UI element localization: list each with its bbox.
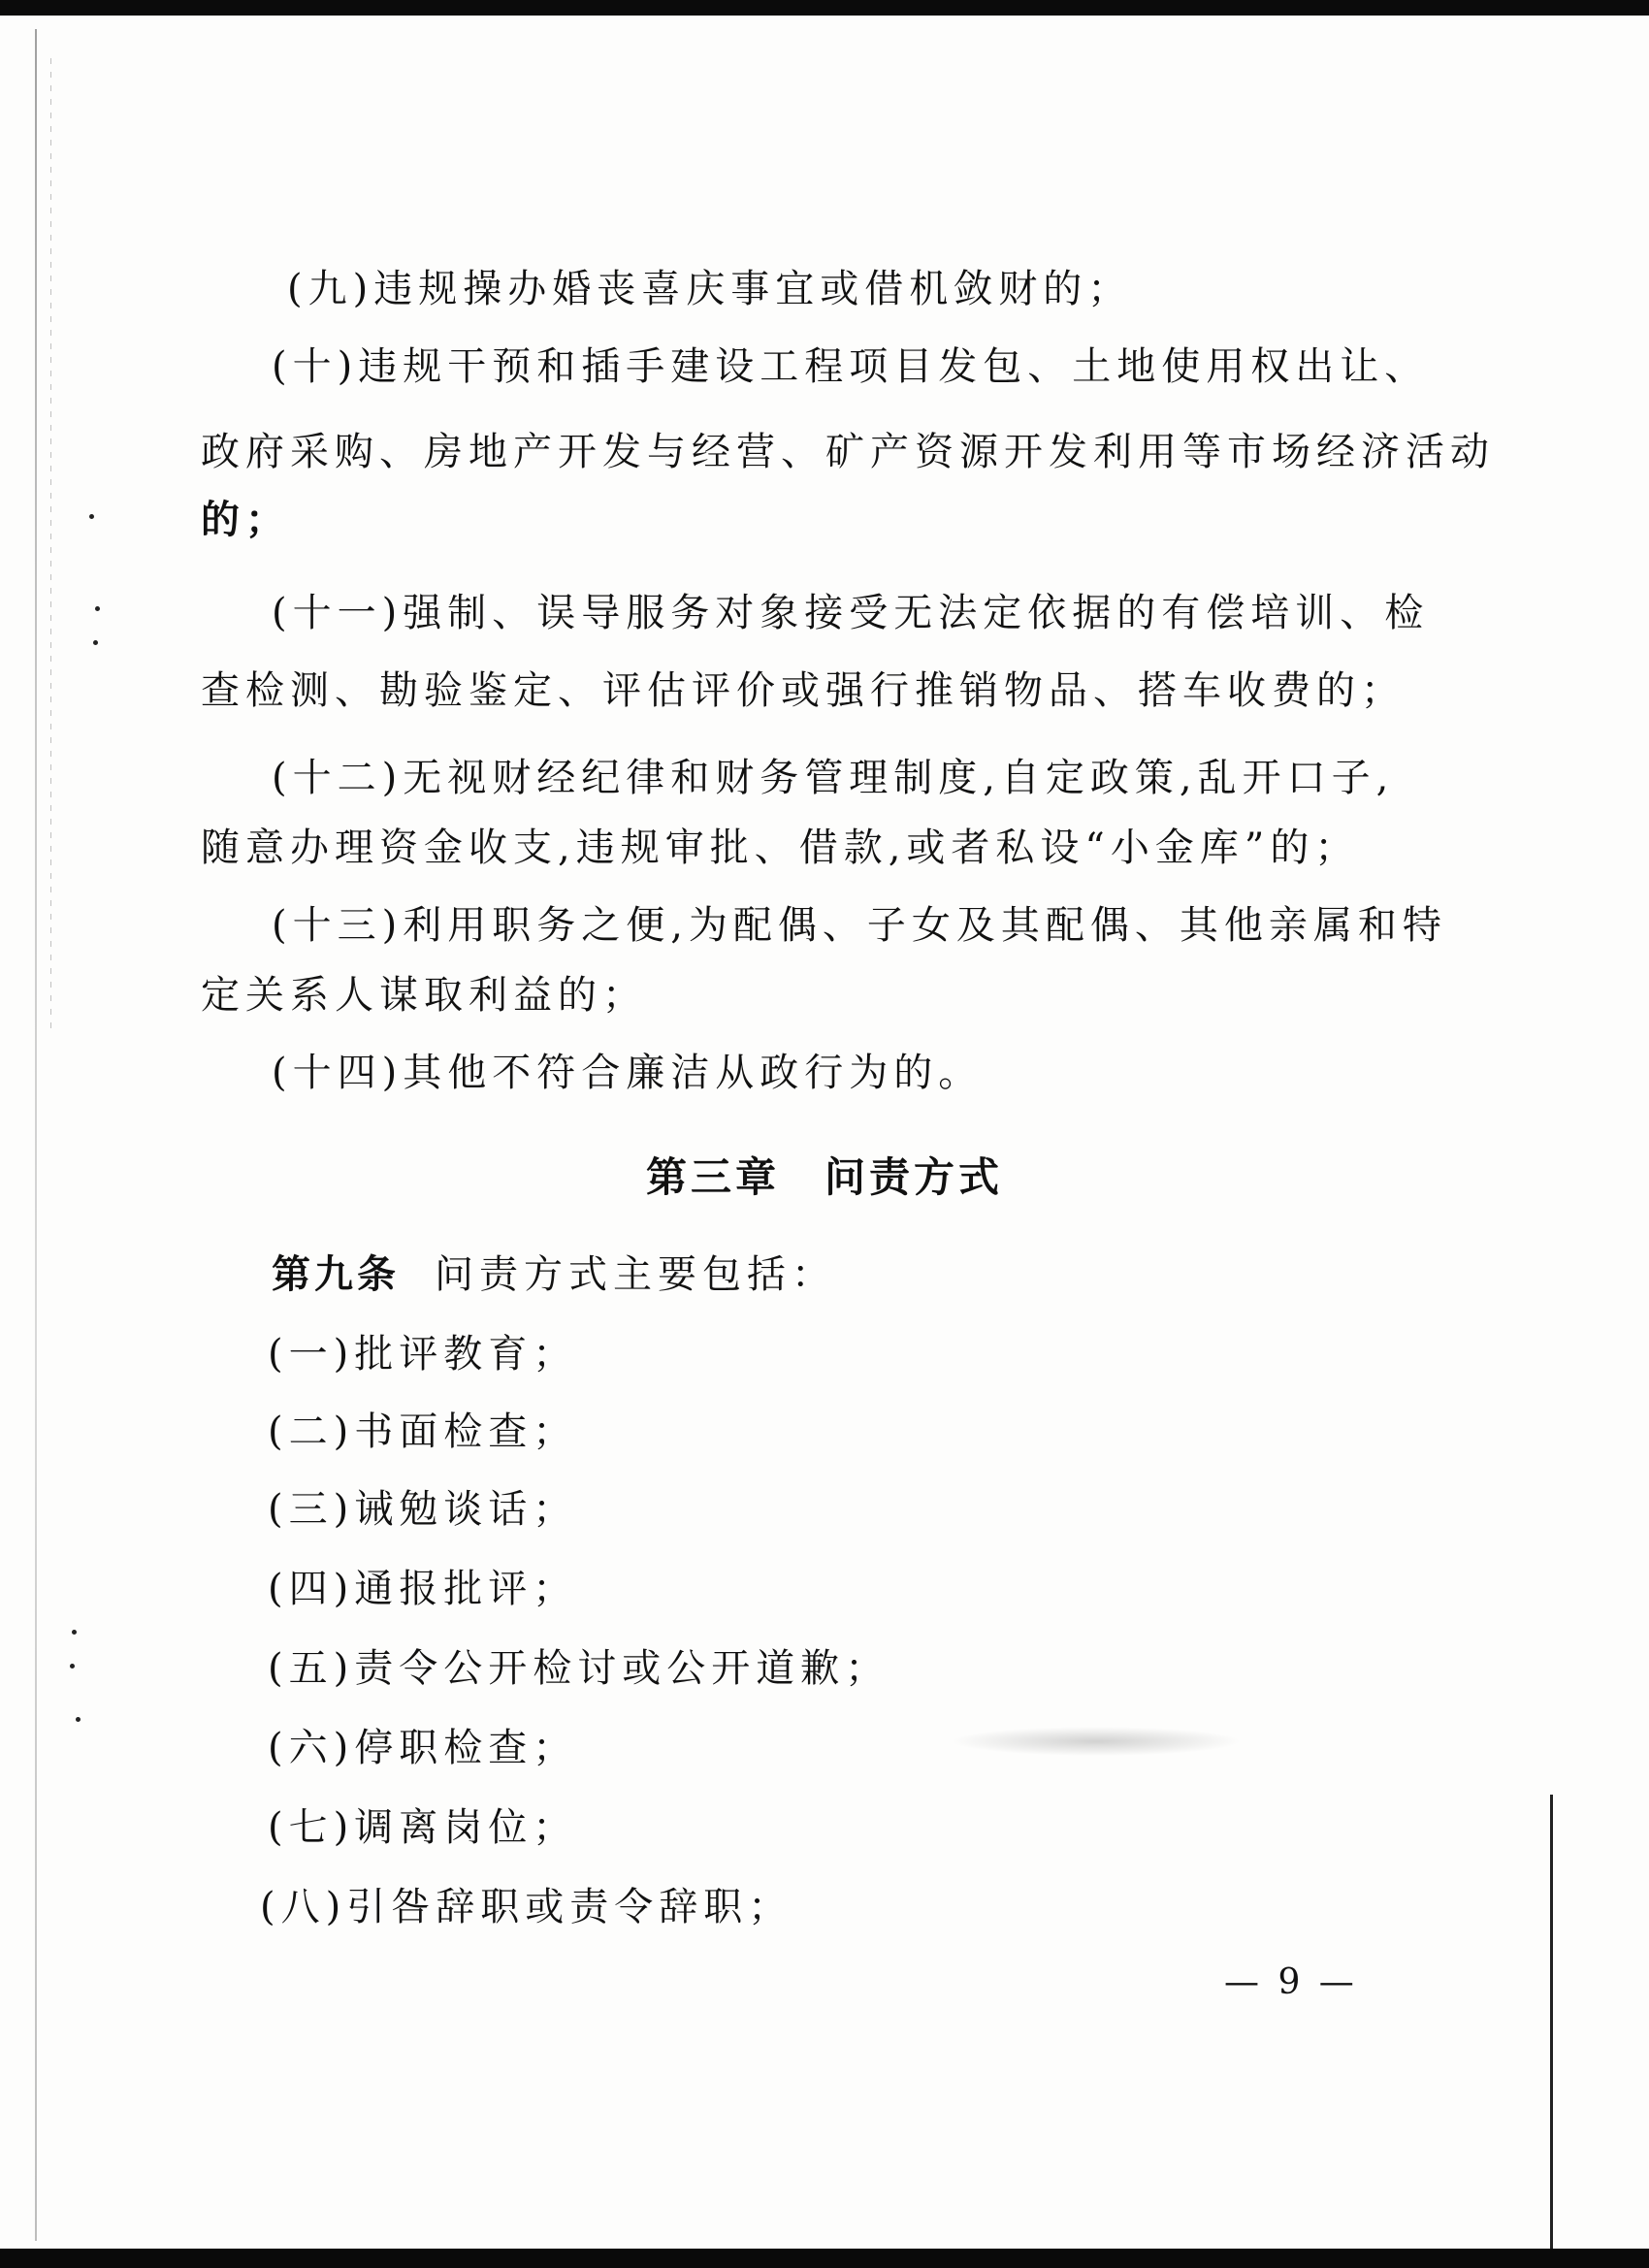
paragraph-item-11-line-1: (十一)强制、误导服务对象接受无法定依据的有偿培训、检 [272, 591, 1430, 635]
scan-edge-left-dashes [50, 58, 51, 1028]
method-item-1: (一)批评教育； [268, 1332, 578, 1377]
scan-speck [76, 1717, 81, 1722]
method-item-7: (七)调离岗位； [268, 1805, 578, 1850]
scan-edge-bottom [0, 2249, 1649, 2268]
paragraph-item-12-line-2: 随意办理资金收支,违规审批、借款,或者私设“小金库”的； [201, 826, 1360, 870]
method-item-6: (六)停职检查； [268, 1726, 578, 1770]
paragraph-item-13-line-1: (十三)利用职务之便,为配偶、子女及其配偶、其他亲属和特 [272, 903, 1447, 948]
paragraph-item-9: (九)违规操办婚丧喜庆事宜或借机敛财的； [287, 267, 1133, 311]
article-9-text: 问责方式主要包括： [435, 1252, 836, 1297]
scan-speck [93, 640, 98, 645]
paragraph-item-13-line-2: 定关系人谋取利益的； [201, 973, 647, 1018]
paragraph-item-12-line-1: (十二)无视财经纪律和财务管理制度,自定政策,乱开口子, [272, 756, 1395, 800]
scan-speck [72, 1630, 77, 1635]
article-9-label: 第九条 [272, 1251, 400, 1297]
paragraph-item-10-line-1: (十)违规干预和插手建设工程项目发包、土地使用权出让、 [272, 344, 1430, 389]
paragraph-item-10-line-3: 的； [201, 497, 290, 542]
scan-edge-right [1550, 1795, 1553, 2260]
paragraph-item-11-line-2: 查检测、勘验鉴定、评估评价或强行推销物品、搭车收费的； [201, 668, 1406, 713]
paragraph-item-10-line-2: 政府采购、房地产开发与经营、矿产资源开发利用等市场经济活动 [201, 430, 1495, 474]
scan-speck [95, 606, 100, 611]
paragraph-item-14: (十四)其他不符合廉洁从政行为的。 [272, 1051, 984, 1095]
method-item-5: (五)责令公开检讨或公开道歉； [268, 1646, 890, 1691]
page-number: — 9 — [1224, 1962, 1358, 2002]
scan-speck [70, 1664, 75, 1669]
chapter-heading: 第三章 问责方式 [645, 1153, 1003, 1201]
method-item-3: (三)诫勉谈话； [268, 1487, 578, 1532]
scan-speck [89, 514, 94, 519]
scan-edge-top [0, 0, 1649, 16]
method-item-8: (八)引咎辞职或责令辞职； [260, 1885, 793, 1929]
scan-smudge [951, 1727, 1242, 1756]
scan-edge-left [35, 29, 37, 2241]
method-item-4: (四)通报批评； [268, 1567, 578, 1611]
method-item-2: (二)书面检查； [268, 1409, 578, 1454]
article-9 [272, 1249, 836, 1300]
